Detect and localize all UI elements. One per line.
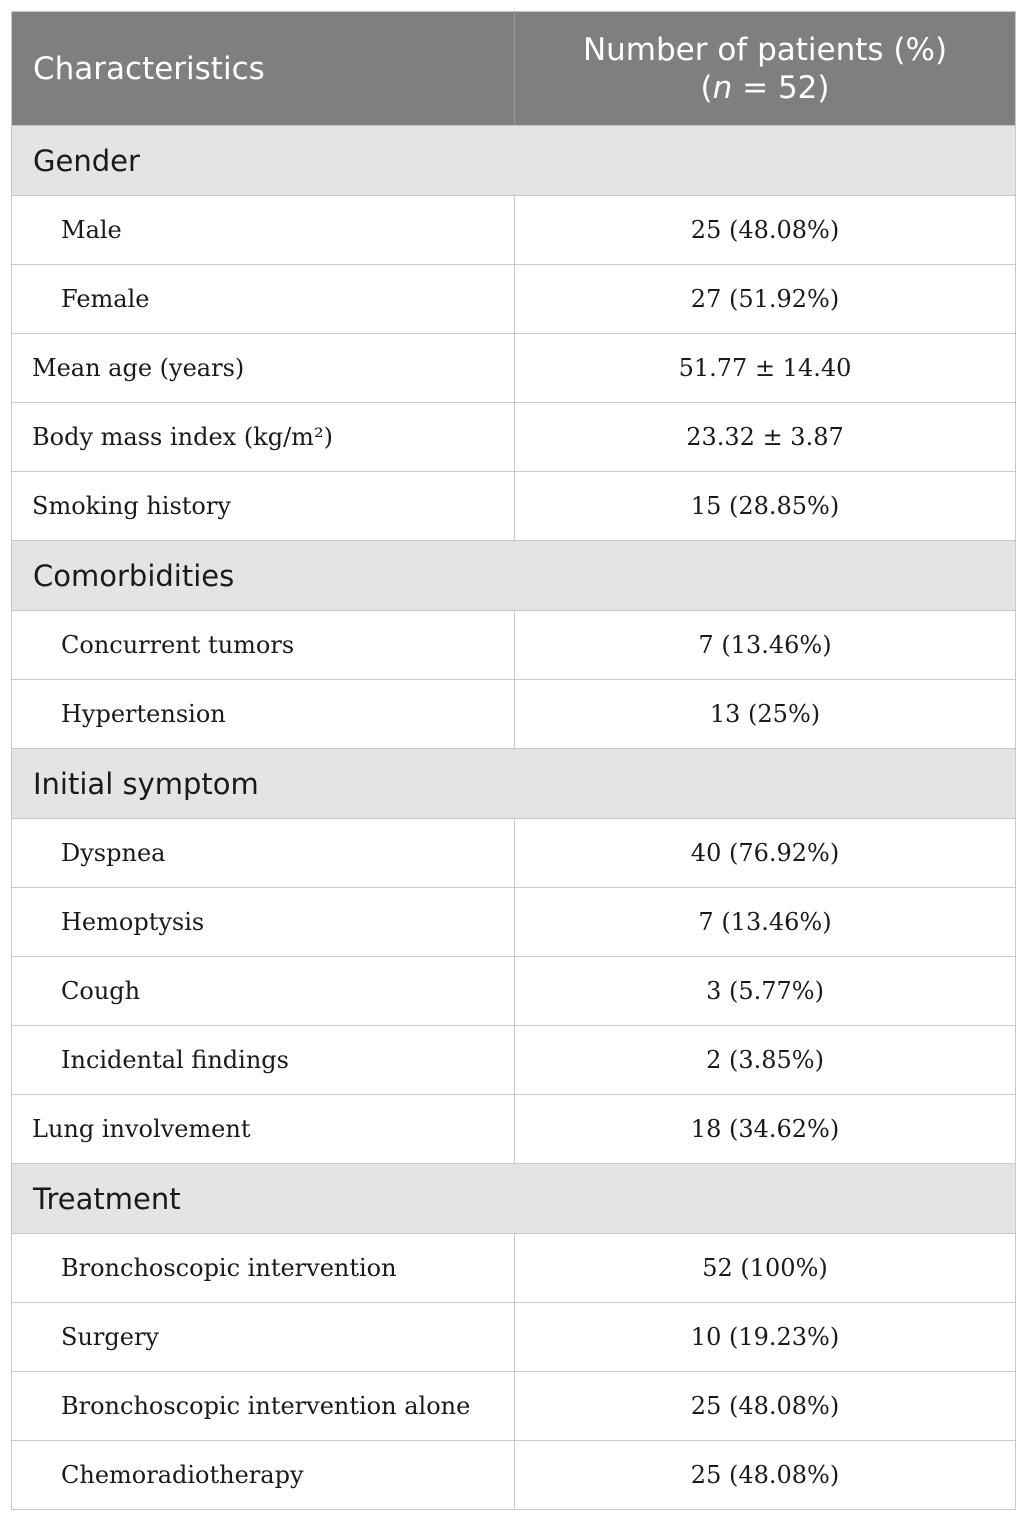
header-number-of-patients [515,12,1016,126]
characteristic-label: Mean age (years) [12,334,515,403]
patient-count-value: 3 (5.77%) [515,957,1016,1026]
section-heading: Comorbidities [12,541,1016,611]
header-row [12,12,1016,126]
section-heading: Gender [12,126,1016,196]
table-row [12,1441,1016,1510]
characteristic-label: Cough [12,957,515,1026]
patient-count-value: 25 (48.08%) [515,1441,1016,1510]
characteristics-table [11,11,1016,1510]
header-open-paren: ( [700,69,713,106]
patient-count-value: 51.77 ± 14.40 [515,334,1016,403]
characteristics-table-container [11,11,1015,1510]
section-row [12,749,1016,819]
patient-count-value: 52 (100%) [515,1234,1016,1303]
table-row [12,957,1016,1026]
table-row [12,611,1016,680]
patient-count-value: 7 (13.46%) [515,611,1016,680]
header-n-value: = 52) [732,69,830,106]
table-row [12,403,1016,472]
characteristic-label: Hypertension [12,680,515,749]
characteristic-label: Incidental findings [12,1026,515,1095]
table-row [12,819,1016,888]
header-sample-size [515,69,1015,107]
table-row [12,1026,1016,1095]
patient-count-value: 23.32 ± 3.87 [515,403,1016,472]
table-header [12,12,1016,126]
table-row [12,1372,1016,1441]
characteristic-label: Hemoptysis [12,888,515,957]
characteristic-label: Surgery [12,1303,515,1372]
table-row [12,1234,1016,1303]
characteristic-label: Chemoradiotherapy [12,1441,515,1510]
characteristic-label: Concurrent tumors [12,611,515,680]
patient-count-value: 40 (76.92%) [515,819,1016,888]
section-row [12,541,1016,611]
patient-count-value: 7 (13.46%) [515,888,1016,957]
patient-count-value: 18 (34.62%) [515,1095,1016,1164]
section-row [12,126,1016,196]
section-row [12,1164,1016,1234]
characteristic-label: Female [12,265,515,334]
characteristic-label: Dyspnea [12,819,515,888]
patient-count-value: 15 (28.85%) [515,472,1016,541]
patient-count-value: 25 (48.08%) [515,1372,1016,1441]
table-row [12,680,1016,749]
characteristic-label: Bronchoscopic intervention alone [12,1372,515,1441]
patient-count-value: 10 (19.23%) [515,1303,1016,1372]
characteristic-label: Male [12,196,515,265]
patient-count-value: 25 (48.08%) [515,196,1016,265]
table-row [12,1303,1016,1372]
table-row [12,1095,1016,1164]
characteristic-label: Lung involvement [12,1095,515,1164]
characteristic-label: Bronchoscopic intervention [12,1234,515,1303]
patient-count-value: 27 (51.92%) [515,265,1016,334]
characteristic-label: Body mass index (kg/m²) [12,403,515,472]
patient-count-value: 2 (3.85%) [515,1026,1016,1095]
patient-count-value: 13 (25%) [515,680,1016,749]
section-heading: Initial symptom [12,749,1016,819]
header-characteristics: Characteristics [12,12,515,126]
table-body [12,126,1016,1510]
table-row [12,196,1016,265]
header-n-symbol: n [712,69,733,106]
section-heading: Treatment [12,1164,1016,1234]
header-number-of-patients-line1: Number of patients (%) [582,31,948,68]
table-row [12,472,1016,541]
table-row [12,265,1016,334]
table-row [12,334,1016,403]
characteristic-label: Smoking history [12,472,515,541]
table-row [12,888,1016,957]
